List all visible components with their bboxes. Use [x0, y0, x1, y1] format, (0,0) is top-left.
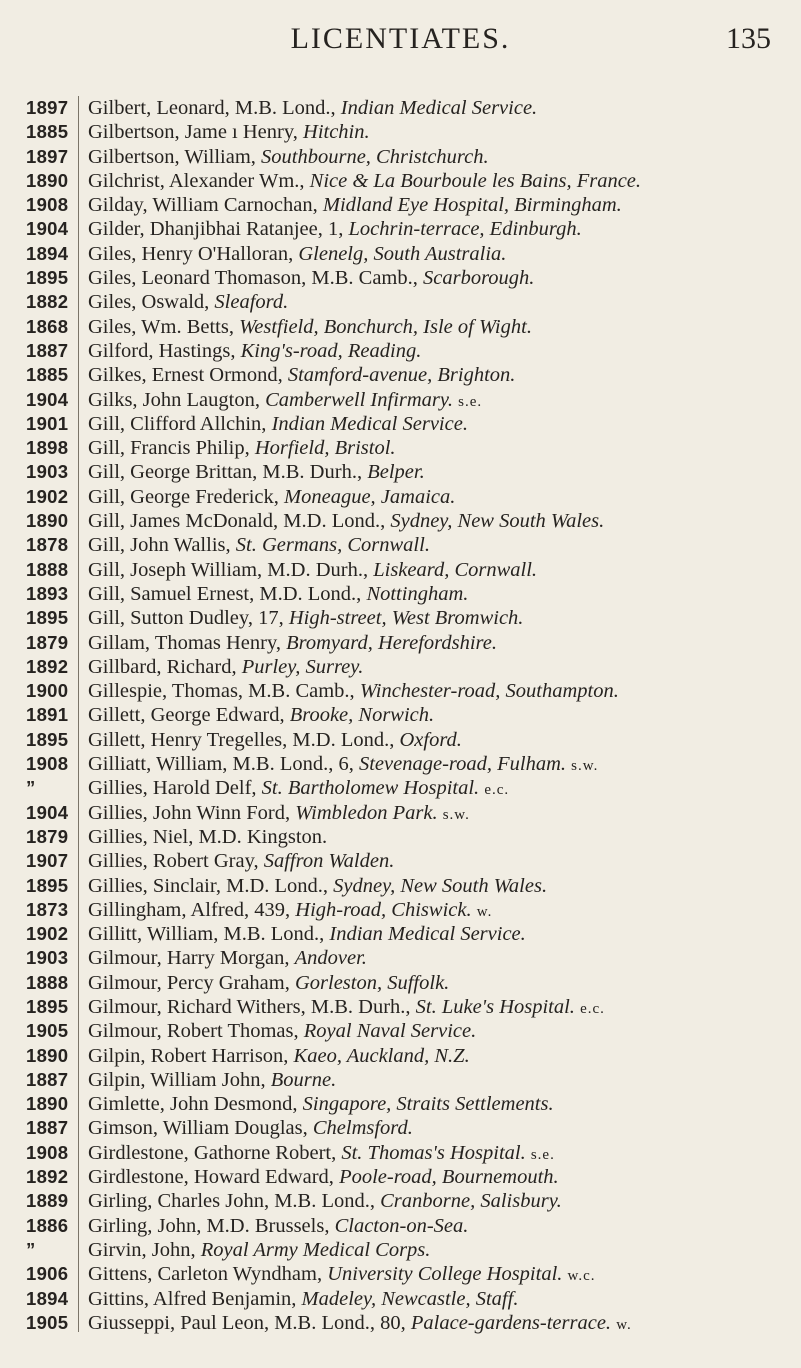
entry-year: 1888: [26, 971, 69, 993]
entry-year: 1905: [26, 1311, 69, 1333]
list-item: [0, 971, 801, 995]
entry-district: w.c.: [567, 1268, 596, 1285]
list-item: [0, 1238, 801, 1262]
entry-name: Gilmour, Robert Thomas,: [88, 1020, 299, 1043]
entry-name: Giles, Wm. Betts,: [88, 315, 234, 338]
entry-year: 1895: [26, 728, 69, 750]
entry-text: [88, 388, 795, 414]
page-title: LICENTIATES.: [290, 22, 511, 55]
entry-name: Gill, James McDonald, M.D. Lond.,: [88, 510, 386, 533]
entry-name: Gillies, Sinclair, M.D. Lond.,: [88, 874, 329, 897]
entry-place: Bromyard, Herefordshire.: [286, 631, 497, 654]
entry-year: 1895: [26, 874, 69, 896]
entry-year: 1908: [26, 1141, 69, 1163]
entry-text: [88, 1165, 795, 1189]
list-item: [0, 922, 801, 946]
entry-text: [88, 96, 795, 120]
entry-name: Gillett, George Edward,: [88, 704, 285, 727]
entry-text: [88, 558, 795, 582]
entry-text: [88, 266, 795, 290]
entry-text: [88, 242, 795, 266]
entry-name: Gillies, Niel, M.D. Kingston.: [88, 825, 328, 848]
entry-year: 1890: [26, 1044, 69, 1066]
entry-name: Gilks, John Laugton,: [88, 388, 260, 411]
list-item: [0, 533, 801, 557]
entry-place: Camberwell Infirmary.: [265, 388, 454, 411]
entry-name: Girvin, John,: [88, 1238, 196, 1261]
entry-name: Gilmour, Richard Withers, M.B. Durh.,: [88, 995, 411, 1018]
entry-text: [88, 315, 795, 339]
entry-text: [88, 995, 795, 1021]
entry-year: 1892: [26, 655, 69, 677]
entry-year: 1868: [26, 315, 69, 337]
entry-district: s.e.: [458, 393, 483, 410]
entry-year: 1897: [26, 145, 69, 167]
entry-name: Giles, Oswald,: [88, 291, 210, 314]
entry-text: [88, 169, 795, 193]
entry-text: [88, 801, 795, 827]
entry-place: Indian Medical Service.: [271, 412, 468, 435]
list-item: [0, 776, 801, 800]
list-item: [0, 96, 801, 120]
entry-text: [88, 971, 795, 995]
entry-place: Belper.: [367, 461, 425, 484]
entry-place: St. Luke's Hospital.: [415, 995, 575, 1018]
list-item: [0, 898, 801, 922]
entry-name: Gittens, Carleton Wyndham,: [88, 1263, 323, 1286]
entry-place: Wimbledon Park.: [295, 801, 438, 824]
entry-year: 1895: [26, 267, 69, 289]
entry-text: [88, 217, 795, 241]
entry-name: Gilday, William Carnochan,: [88, 194, 318, 217]
entry-year: 1905: [26, 1020, 69, 1042]
entry-text: [88, 922, 795, 946]
entry-name: Gilchrist, Alexander Wm.,: [88, 169, 305, 192]
entry-name: Gilkes, Ernest Ormond,: [88, 364, 283, 387]
entry-text: [88, 655, 795, 679]
list-item: [0, 1311, 801, 1335]
entry-text: [88, 631, 795, 655]
entry-place: Purley, Surrey.: [241, 655, 364, 678]
entry-text: [88, 412, 795, 436]
entry-name: Gilbertson, William,: [88, 145, 256, 168]
entry-year: 1888: [26, 558, 69, 580]
entry-text: [88, 1141, 795, 1167]
entry-place: Winchester-road, Southampton.: [359, 680, 619, 703]
entry-year: 1904: [26, 218, 69, 240]
entry-list: [0, 96, 801, 1335]
entry-name: Gillett, Henry Tregelles, M.D. Lond.,: [88, 728, 395, 751]
entry-text: [88, 290, 795, 314]
list-item: [0, 679, 801, 703]
list-item: [0, 1044, 801, 1068]
entry-text: [88, 193, 795, 217]
entry-text: [88, 728, 795, 752]
entry-text: [88, 752, 795, 778]
entry-text: [88, 509, 795, 533]
entry-name: Gilpin, Robert Harrison,: [88, 1044, 289, 1067]
entry-name: Gilpin, William John,: [88, 1068, 266, 1091]
entry-place: Sydney, New South Wales.: [333, 874, 548, 897]
entry-district: e.c.: [484, 782, 510, 799]
list-item: [0, 315, 801, 339]
entry-place: Bourne.: [270, 1068, 337, 1091]
entry-name: Gimson, William Douglas,: [88, 1117, 308, 1140]
list-item: [0, 995, 801, 1019]
entry-place: Lochrin-terrace, Edinburgh.: [348, 218, 582, 241]
entry-year: 1886: [26, 1214, 69, 1236]
entry-year: 1908: [26, 753, 69, 775]
entry-place: Nice & La Bourboule les Bains, France.: [309, 169, 642, 192]
entry-year: 1873: [26, 898, 69, 920]
entry-district: s.w.: [442, 806, 470, 823]
entry-name: Girling, Charles John, M.B. Lond.,: [88, 1190, 375, 1213]
page-number: 135: [726, 22, 771, 55]
entry-name: Gimlette, John Desmond,: [88, 1093, 298, 1116]
list-item: [0, 242, 801, 266]
entry-text: [88, 825, 795, 849]
entry-place: Brooke, Norwich.: [289, 704, 435, 727]
list-item: [0, 388, 801, 412]
list-item: [0, 460, 801, 484]
entry-year: 1890: [26, 510, 69, 532]
entry-place: Kaeo, Auckland, N.Z.: [293, 1044, 470, 1067]
entry-place: Westfield, Bonchurch, Isle of Wight.: [239, 315, 532, 338]
entry-place: Singapore, Straits Settlements.: [302, 1093, 554, 1116]
entry-year: 1885: [26, 364, 69, 386]
entry-year: 1897: [26, 97, 69, 118]
entry-place: Sydney, New South Wales.: [390, 510, 605, 533]
entry-text: [88, 898, 795, 924]
list-item: [0, 193, 801, 217]
entry-place: Stamford-avenue, Brighton.: [287, 364, 516, 387]
list-item: [0, 120, 801, 144]
list-item: [0, 1262, 801, 1286]
entry-name: Gilder, Dhanjibhai Ratanjee, 1,: [88, 218, 344, 241]
entry-year: 1895: [26, 995, 69, 1017]
entry-text: [88, 1238, 795, 1262]
entry-place: King's-road, Reading.: [240, 339, 422, 362]
entry-place: Southbourne, Christchurch.: [261, 145, 489, 168]
entry-year: 1894: [26, 1287, 69, 1309]
entry-year: 1889: [26, 1190, 69, 1212]
entry-year: ”: [26, 1238, 36, 1260]
list-item: [0, 946, 801, 970]
entry-text: [88, 1189, 795, 1213]
entry-name: Giusseppi, Paul Leon, M.B. Lond., 80,: [88, 1311, 406, 1334]
entry-district: s.e.: [530, 1146, 555, 1163]
entry-name: Gillies, Harold Delf,: [88, 777, 257, 800]
entry-year: 1902: [26, 923, 69, 945]
entry-text: [88, 1287, 795, 1311]
entry-year: 1898: [26, 437, 69, 459]
entry-place: Saffron Walden.: [263, 850, 395, 873]
entry-text: [88, 1214, 795, 1238]
entry-text: [88, 339, 795, 363]
entry-name: Gillies, Robert Gray,: [88, 850, 259, 873]
entry-place: Gorleston, Suffolk.: [294, 971, 450, 994]
entry-place: Hitchin.: [303, 121, 370, 144]
entry-name: Gilbertson, Jame ı Henry,: [88, 121, 298, 144]
entry-place: Moneague, Jamaica.: [284, 485, 456, 508]
entry-name: Gilford, Hastings,: [88, 339, 236, 362]
list-item: [0, 728, 801, 752]
entry-place: St. Germans, Cornwall.: [235, 534, 430, 557]
entry-text: [88, 1019, 795, 1043]
list-item: [0, 606, 801, 630]
entry-text: [88, 849, 795, 873]
entry-text: [88, 1044, 795, 1068]
entry-place: Indian Medical Service.: [340, 97, 538, 119]
list-item: [0, 1141, 801, 1165]
entry-name: Gill, Samuel Ernest, M.D. Lond.,: [88, 582, 362, 605]
entry-year: 1906: [26, 1263, 69, 1285]
entry-name: Girdlestone, Howard Edward,: [88, 1166, 334, 1189]
entry-text: [88, 582, 795, 606]
entry-year: 1887: [26, 1068, 69, 1090]
list-item: [0, 290, 801, 314]
entry-year: 1885: [26, 121, 69, 143]
entry-name: Gilliatt, William, M.B. Lond., 6,: [88, 753, 354, 776]
running-head: [0, 22, 801, 58]
entry-place: Andover.: [294, 947, 367, 970]
list-item: [0, 1189, 801, 1213]
entry-year: 1895: [26, 607, 69, 629]
entry-place: Chelmsford.: [312, 1117, 413, 1140]
entry-place: Royal Army Medical Corps.: [200, 1238, 431, 1261]
entry-name: Gilbert, Leonard, M.B. Lond.,: [88, 97, 336, 119]
entry-name: Gill, John Wallis,: [88, 534, 231, 557]
list-item: [0, 339, 801, 363]
list-item: [0, 266, 801, 290]
entry-text: [88, 606, 795, 630]
entry-text: [88, 120, 795, 144]
entry-name: Gill, Joseph William, M.D. Durh.,: [88, 558, 369, 581]
entry-place: Indian Medical Service.: [329, 923, 526, 946]
entry-text: [88, 1262, 795, 1288]
entry-year: 1887: [26, 339, 69, 361]
list-item: [0, 825, 801, 849]
entry-place: Liskeard, Cornwall.: [373, 558, 538, 581]
entry-place: Scarborough.: [423, 267, 535, 290]
entry-district: w.: [476, 903, 493, 920]
entry-text: [88, 776, 795, 802]
list-item: [0, 1116, 801, 1140]
entry-year: 1900: [26, 680, 69, 702]
entry-text: [88, 533, 795, 557]
entry-year: 1879: [26, 825, 69, 847]
list-item: [0, 436, 801, 460]
entry-name: Gillies, John Winn Ford,: [88, 801, 291, 824]
entry-place: Cranborne, Salisbury.: [380, 1190, 562, 1213]
entry-year: 1879: [26, 631, 69, 653]
entry-name: Gill, George Brittan, M.B. Durh.,: [88, 461, 363, 484]
entry-year: 1902: [26, 485, 69, 507]
entry-text: [88, 363, 795, 387]
entry-text: [88, 1068, 795, 1092]
entry-place: Oxford.: [399, 728, 462, 751]
entry-year: 1882: [26, 291, 69, 313]
entry-district: e.c.: [580, 1000, 605, 1017]
entry-year: 1908: [26, 194, 69, 216]
entry-place: University College Hospital.: [327, 1263, 563, 1286]
entry-year: 1890: [26, 1093, 69, 1115]
entry-place: Poole-road, Bournemouth.: [339, 1166, 559, 1189]
entry-year: 1893: [26, 582, 69, 604]
entry-name: Gillbard, Richard,: [88, 655, 237, 678]
entry-name: Girling, John, M.D. Brussels,: [88, 1214, 330, 1237]
entry-place: Palace-gardens-terrace.: [410, 1311, 612, 1334]
entry-year: 1890: [26, 169, 69, 191]
list-item: [0, 1214, 801, 1238]
list-item: [0, 558, 801, 582]
entry-year: 1892: [26, 1166, 69, 1188]
entry-text: [88, 1311, 795, 1337]
entry-name: Gilmour, Harry Morgan,: [88, 947, 290, 970]
entry-text: [88, 436, 795, 460]
list-item: [0, 703, 801, 727]
list-item: [0, 509, 801, 533]
entry-year: 1904: [26, 388, 69, 410]
list-item: [0, 874, 801, 898]
entry-year: 1903: [26, 947, 69, 969]
entry-name: Gillingham, Alfred, 439,: [88, 898, 291, 921]
entry-name: Gilmour, Percy Graham,: [88, 971, 290, 994]
list-item: [0, 801, 801, 825]
list-item: [0, 631, 801, 655]
entry-text: [88, 874, 795, 898]
entry-text: [88, 460, 795, 484]
entry-text: [88, 145, 795, 169]
entry-text: [88, 1092, 795, 1116]
entry-place: Royal Naval Service.: [303, 1020, 477, 1043]
entry-text: [88, 1116, 795, 1140]
entry-place: Sleaford.: [214, 291, 289, 314]
entry-place: St. Thomas's Hospital.: [341, 1141, 526, 1164]
entry-name: Gillespie, Thomas, M.B. Camb.,: [88, 680, 355, 703]
entry-name: Gittins, Alfred Benjamin,: [88, 1287, 297, 1310]
entry-year: 1891: [26, 704, 69, 726]
entry-year: ”: [26, 777, 36, 799]
entry-place: St. Bartholomew Hospital.: [261, 777, 480, 800]
entry-text: [88, 703, 795, 727]
list-item: [0, 485, 801, 509]
entry-text: [88, 485, 795, 509]
entry-name: Gill, Sutton Dudley, 17,: [88, 607, 284, 630]
entry-place: Clacton-on-Sea.: [334, 1214, 469, 1237]
entry-text: [88, 946, 795, 970]
entry-name: Giles, Leonard Thomason, M.B. Camb.,: [88, 267, 418, 290]
entry-name: Gill, Clifford Allchin,: [88, 412, 267, 435]
entry-name: Gillam, Thomas Henry,: [88, 631, 282, 654]
entry-name: Gillitt, William, M.B. Lond.,: [88, 923, 325, 946]
entry-name: Gill, Francis Philip,: [88, 437, 250, 460]
list-item: [0, 752, 801, 776]
list-item: [0, 217, 801, 241]
list-item: [0, 849, 801, 873]
list-item: [0, 1165, 801, 1189]
list-item: [0, 582, 801, 606]
list-item: [0, 412, 801, 436]
entry-place: Glenelg, South Australia.: [298, 242, 507, 265]
entry-year: 1903: [26, 461, 69, 483]
list-item: [0, 1019, 801, 1043]
entry-name: Giles, Henry O'Halloran,: [88, 242, 294, 265]
entry-name: Gill, George Frederick,: [88, 485, 279, 508]
entry-text: [88, 679, 795, 703]
entry-place: Stevenage-road, Fulham.: [358, 753, 567, 776]
entry-year: 1887: [26, 1117, 69, 1139]
list-item: [0, 1287, 801, 1311]
entry-year: 1878: [26, 534, 69, 556]
entry-year: 1901: [26, 412, 69, 434]
list-item: [0, 1092, 801, 1116]
entry-place: Nottingham.: [366, 582, 469, 605]
list-item: [0, 363, 801, 387]
entry-year: 1904: [26, 801, 69, 823]
entry-place: Horfield, Bristol.: [254, 437, 396, 460]
entry-year: 1907: [26, 850, 69, 872]
entry-place: High-street, West Bromwich.: [288, 607, 524, 630]
list-item: [0, 169, 801, 193]
entry-name: Girdlestone, Gathorne Robert,: [88, 1141, 337, 1164]
entry-district: s.w.: [571, 758, 599, 775]
list-item: [0, 145, 801, 169]
entry-year: 1894: [26, 242, 69, 264]
entry-district: w.: [616, 1316, 632, 1333]
entry-place: High-road, Chiswick.: [295, 898, 472, 921]
list-item: [0, 655, 801, 679]
list-item: [0, 1068, 801, 1092]
entry-place: Midland Eye Hospital, Birmingham.: [322, 194, 622, 217]
entry-place: Madeley, Newcastle, Staff.: [301, 1287, 519, 1310]
